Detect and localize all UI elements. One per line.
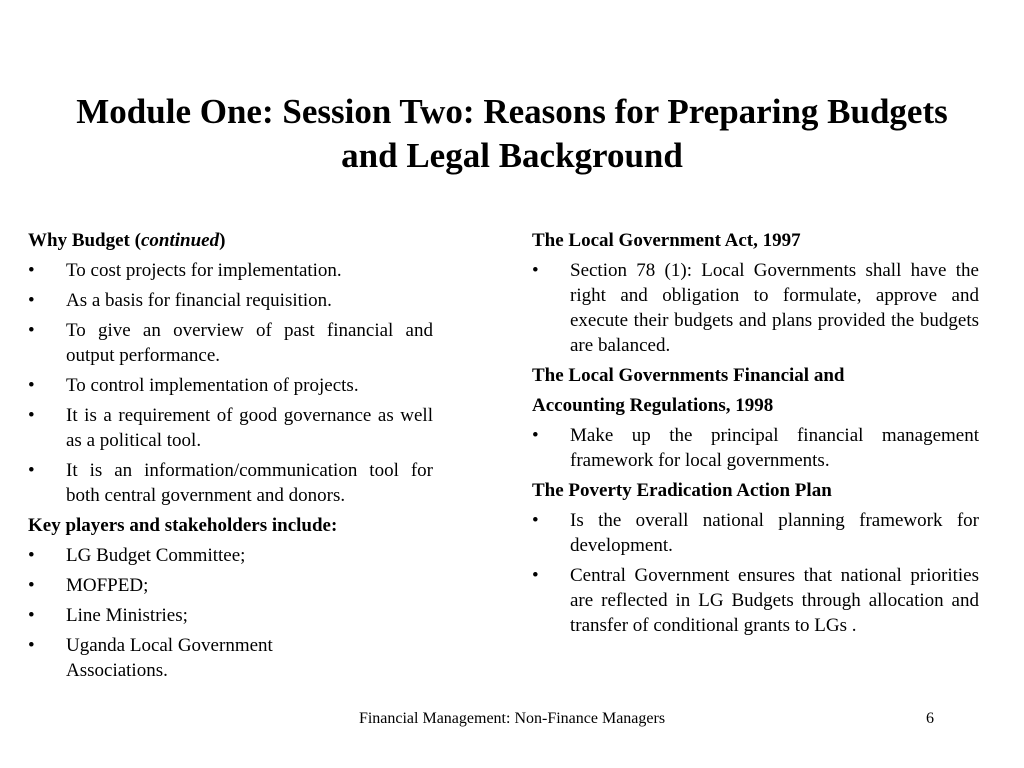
- list-item: [28, 373, 433, 398]
- why-budget-heading-prefix: Why Budget (: [28, 230, 141, 251]
- bullet-icon: •: [532, 565, 539, 586]
- list-item: [28, 633, 433, 683]
- key-players-list: [28, 543, 433, 683]
- list-item-text: Line Ministries;: [66, 605, 188, 626]
- list-item: [28, 258, 433, 283]
- list-item-text: Uganda Local Government Associations.: [66, 635, 273, 681]
- list-item-text: To control implementation of projects.: [66, 375, 359, 396]
- list-item-text: Central Government ensures that national priorities are reflected in LG Budgets through allocation and transfer of conditional grants to LGs .: [570, 565, 979, 636]
- why-budget-heading: [28, 228, 433, 253]
- bullet-icon: •: [28, 405, 35, 426]
- lg-act-list: [532, 258, 979, 358]
- list-item-text: Is the overall national planning framework for development.: [570, 510, 979, 556]
- list-item: [28, 403, 433, 453]
- list-item: [532, 258, 979, 358]
- bullet-icon: •: [28, 320, 35, 341]
- bullet-icon: •: [28, 575, 35, 596]
- footer-text: Financial Management: Non-Finance Managers: [358, 710, 666, 727]
- regulations-heading: [532, 363, 979, 418]
- regulations-list: [532, 423, 979, 473]
- list-item: [28, 288, 433, 313]
- list-item-text: As a basis for financial requisition.: [66, 290, 332, 311]
- bullet-icon: •: [532, 425, 539, 446]
- bullet-icon: •: [28, 605, 35, 626]
- list-item: [28, 603, 433, 628]
- list-item-text: Make up the principal financial management framework for local governments.: [570, 425, 979, 471]
- peap-heading: The Poverty Eradication Action Plan: [532, 480, 832, 501]
- page-number: 6: [926, 710, 934, 727]
- why-budget-list: [28, 258, 433, 508]
- bullet-icon: •: [28, 375, 35, 396]
- list-item-text: Section 78 (1): Local Governments shall have the right and obligation to formulate, approve and execute their budgets and plans provided the budgets are balanced.: [570, 260, 979, 356]
- bullet-icon: •: [28, 290, 35, 311]
- peap-list: [532, 508, 979, 638]
- slide-title: Module One: Session Two: Reasons for Preparing Budgets and Legal Background: [76, 92, 948, 175]
- left-column: [28, 228, 433, 688]
- bullet-icon: •: [532, 260, 539, 281]
- bullet-icon: •: [532, 510, 539, 531]
- lg-act-heading: The Local Government Act, 1997: [532, 230, 801, 251]
- bullet-icon: •: [28, 460, 35, 481]
- list-item-text: It is an information/communication tool for both central government and donors.: [66, 460, 433, 506]
- list-item: [532, 508, 979, 558]
- bullet-icon: •: [28, 635, 35, 656]
- key-players-heading: Key players and stakeholders include:: [28, 515, 338, 536]
- regulations-heading-line1: The Local Governments Financial and: [532, 365, 845, 386]
- list-item: [28, 318, 433, 368]
- right-column: [532, 228, 979, 643]
- bullet-icon: •: [28, 260, 35, 281]
- bullet-icon: •: [28, 545, 35, 566]
- list-item: [28, 543, 433, 568]
- list-item-text: To give an overview of past financial and output performance.: [66, 320, 433, 366]
- list-item-text: LG Budget Committee;: [66, 545, 246, 566]
- why-budget-heading-suffix: ): [219, 230, 226, 251]
- list-item-text: To cost projects for implementation.: [66, 260, 342, 281]
- list-item: [532, 423, 979, 473]
- list-item-text: It is a requirement of good governance as well as a political tool.: [66, 405, 433, 451]
- why-budget-heading-italic: continued: [140, 230, 220, 251]
- list-item: [532, 563, 979, 638]
- list-item: [28, 458, 433, 508]
- list-item: [28, 573, 433, 598]
- list-item-text: MOFPED;: [66, 575, 149, 596]
- regulations-heading-line2: Accounting Regulations, 1998: [532, 395, 774, 416]
